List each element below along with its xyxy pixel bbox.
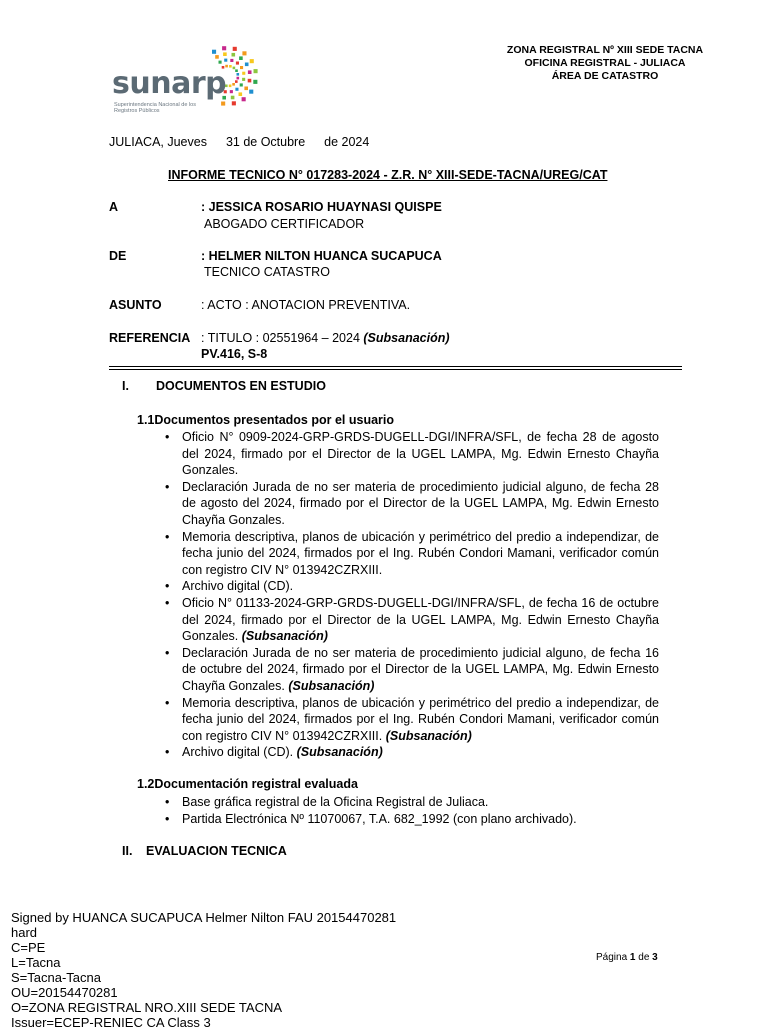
section2-title: EVALUACION TECNICA	[146, 844, 287, 858]
signature-line: L=Tacna	[11, 955, 61, 970]
logo-dot	[222, 46, 226, 50]
signature-line: Signed by HUANCA SUCAPUCA Helmer Nilton FAU 20154470281	[11, 910, 397, 925]
report-title: INFORME TECNICO N° 017283-2024 - Z.R. N° XIII-SEDE-TACNA/UREG/CAT	[168, 168, 608, 182]
from-label: DE	[109, 249, 127, 263]
logo-dot	[232, 83, 235, 86]
logo-tagline: Superintendencia Nacional de los Registros Públicos	[114, 102, 196, 114]
reference-value	[201, 331, 450, 345]
logo-dot	[230, 90, 233, 93]
section1-number: I.	[122, 379, 129, 393]
date-day: 31 de Octubre	[225, 135, 306, 149]
sunarp-logo	[110, 44, 270, 120]
logo-dot	[219, 61, 222, 64]
divider-line-2	[109, 369, 682, 370]
to-name: : JESSICA ROSARIO HUAYNASI QUISPE	[201, 200, 442, 214]
logo-dot	[239, 56, 243, 60]
logo-dot	[240, 83, 243, 86]
logo-dot	[242, 72, 245, 75]
logo-dot	[231, 96, 235, 100]
list-item: • Declaración Jurada de no ser materia de procedimiento judicial alguno, de fecha 16 de octubre del 2024, firmado por el Director de la UGEL LAMPA, Mg. Edwin Ernesto Chayña Gonzales. (Subsanación)	[162, 645, 659, 695]
signature-line: OU=20154470281	[11, 985, 118, 1000]
date-line	[109, 135, 369, 149]
logo-dot	[233, 67, 236, 70]
digital-signature-block	[11, 910, 396, 1030]
logo-dot	[235, 80, 238, 83]
logo-dot	[212, 50, 216, 54]
signature-line: hard	[11, 925, 38, 940]
logo-dot	[224, 59, 227, 62]
list-item: • Memoria descriptiva, planos de ubicación y perimétrico del predio a independizar, de fecha junio del 2024, firmados por el Ing. Rubén Condori Mamani, verificador común con registro CIV N° 013942CZRXIII.	[162, 529, 659, 579]
date-year: de 2024	[324, 135, 370, 149]
zone-line-1: ZONA REGISTRAL Nº XIII SEDE TACNA	[506, 44, 704, 56]
list-item: • Oficio N° 0909-2024-GRP-GRDS-DUGELL-DGI/INFRA/SFL, de fecha 28 de agosto del 2024, firmado por el Director de la UGEL LAMPA, Mg. Edwin Ernesto Chayña Gonzales.	[162, 429, 659, 479]
divider-line	[109, 366, 682, 367]
list-item: • Base gráfica registral de la Oficina Registral de Juliaca.	[162, 794, 659, 811]
logo-dot	[242, 51, 246, 55]
logo-dot	[221, 102, 225, 106]
signature-line: O=ZONA REGISTRAL NRO.XIII SEDE TACNA	[11, 1000, 283, 1015]
list-item: • Oficio N° 01133-2024-GRP-GRDS-DUGELL-DGI/INFRA/SFL, de fecha 16 de octubre del 2024, firmado por el Director de la UGEL LAMPA, Mg. Edwin Ernesto Chayña Gonzales. (Subsanación)	[162, 595, 659, 645]
subsection-1-2-title: 1.2Documentación registral evaluada	[137, 777, 358, 791]
from-name: : HELMER NILTON HUANCA SUCAPUCA	[201, 249, 442, 263]
to-label: A	[109, 200, 119, 214]
subject-label: ASUNTO	[109, 298, 162, 312]
logo-dot	[250, 59, 254, 63]
reference-title: : TITULO : 02551964 – 2024	[201, 331, 360, 345]
registry-docs-list	[162, 794, 659, 827]
list-item: • Archivo digital (CD). (Subsanación)	[162, 744, 659, 761]
zone-header	[490, 44, 720, 83]
logo-dot	[235, 88, 238, 91]
logo-dot	[240, 66, 243, 69]
logo-dot	[242, 78, 245, 81]
section1-title: DOCUMENTOS EN ESTUDIO	[156, 379, 326, 393]
list-item: • Archivo digital (CD).	[162, 578, 659, 595]
logo-dot	[233, 47, 237, 51]
reference-label: REFERENCIA	[109, 331, 191, 345]
signature-line: C=PE	[11, 940, 46, 955]
logo-dot	[229, 65, 232, 68]
logo-dot	[253, 80, 257, 84]
page-number: Página 1 de 3	[596, 952, 658, 963]
subsection-1-1-title: 1.1Documentos presentados por el usuario	[137, 413, 395, 427]
logo-dot	[215, 55, 219, 59]
zone-line-2: OFICINA REGISTRAL - JULIACA	[524, 57, 686, 69]
logo-dot	[244, 87, 248, 91]
logo-dot	[232, 101, 236, 105]
subject-value: : ACTO : ANOTACION PREVENTIVA.	[201, 298, 411, 312]
reference-line2: PV.416, S-8	[201, 347, 268, 361]
logo-dot	[235, 69, 238, 72]
list-item: • Memoria descriptiva, planos de ubicación y perimétrico del predio a independizar, de fecha junio del 2024, firmados por el Ing. Rubén Condori Mamani, verificador común con registro CIV N° 013942CZRXIII. (Subsanación)	[162, 695, 659, 745]
logo-dot	[236, 62, 239, 65]
logo-dot	[223, 52, 227, 56]
logo-dot	[249, 90, 253, 94]
documents-list	[162, 429, 659, 761]
date-city: JULIACA, Jueves	[109, 135, 207, 149]
zone-line-3: ÁREA DE CATASTRO	[551, 70, 659, 82]
logo-dot	[229, 85, 232, 88]
logo-dot	[239, 92, 243, 96]
from-role: TECNICO CATASTRO	[204, 265, 330, 279]
logo-dot	[237, 77, 240, 80]
logo-dot	[232, 53, 236, 57]
section2-number: II.	[122, 844, 133, 858]
logo-dot	[254, 69, 258, 73]
reference-note: (Subsanación)	[363, 331, 450, 345]
logo-dot	[230, 59, 233, 62]
logo-dot	[248, 70, 252, 74]
list-item: • Partida Electrónica Nº 11070067, T.A. 682_1992 (con plano archivado).	[162, 811, 659, 828]
signature-line: Issuer=ECEP-RENIEC CA Class 3	[11, 1015, 211, 1030]
logo-text: sunarp	[112, 66, 227, 101]
logo-dot	[242, 97, 246, 101]
logo-dot	[248, 79, 252, 83]
signature-line: S=Tacna-Tacna	[11, 970, 101, 985]
logo-dot	[245, 63, 249, 67]
logo-dot	[237, 73, 240, 76]
list-item: • Declaración Jurada de no ser materia de procedimiento judicial alguno, de fecha 28 de agosto del 2024, firmado por el Director de la UGEL LAMPA, Mg. Edwin Ernesto Chayña Gonzales.	[162, 479, 659, 529]
to-role: ABOGADO CERTIFICADOR	[204, 217, 365, 231]
